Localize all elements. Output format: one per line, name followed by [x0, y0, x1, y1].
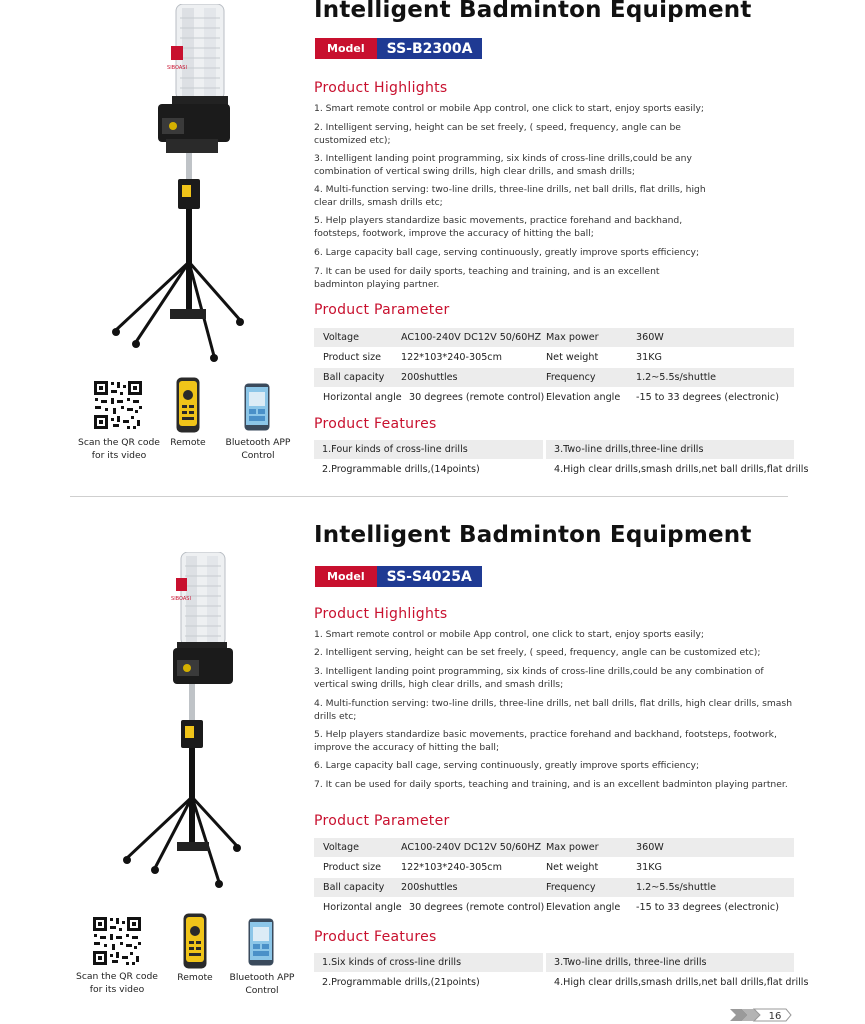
param-value: 122*103*240-305cm — [401, 862, 502, 873]
param-label: Elevation angle — [546, 392, 621, 403]
param-label: Product size — [323, 352, 382, 363]
param-label: Horizontal angle — [323, 902, 402, 913]
feature-item: 4.High clear drills,smash drills,net ball drills,flat drills — [554, 977, 809, 988]
param-label: Voltage — [323, 332, 359, 343]
model-code: SS-S4025A — [377, 566, 482, 587]
parameter-table — [314, 328, 794, 407]
page-number: 16 — [768, 1011, 782, 1022]
app-caption — [218, 436, 298, 462]
table-row — [314, 878, 794, 897]
table-row — [314, 328, 794, 347]
param-value: 360W — [636, 332, 664, 343]
param-value: 360W — [636, 842, 664, 853]
highlights-heading: Product Highlights — [314, 606, 448, 622]
ball-machine-illustration — [115, 552, 245, 888]
highlights-item-7: 7. It can be used for daily sports, teaching and training, and is an excellent badminton playing partner. — [314, 266, 660, 290]
param-label: Horizontal angle — [323, 392, 402, 403]
qr-code-icon[interactable] — [93, 380, 143, 430]
param-label: Max power — [546, 842, 599, 853]
highlights-item-7: 7. It can be used for daily sports, teaching and training, and is an excellent badminton playing partner. — [314, 779, 788, 790]
qr-caption — [74, 436, 164, 462]
param-value: 31KG — [636, 862, 662, 873]
parameter-heading: Product Parameter — [314, 302, 450, 318]
app-caption — [222, 971, 302, 997]
param-value: 30 degrees (remote control) — [409, 392, 545, 403]
model-tag — [315, 38, 482, 59]
param-label: Net weight — [546, 352, 599, 363]
feature-item: 2.Programmable drills,(14points) — [322, 464, 480, 475]
parameter-heading: Product Parameter — [314, 813, 450, 829]
app-caption-line-1: Bluetooth APP — [225, 437, 291, 448]
model-label: Model — [315, 38, 377, 59]
param-label: Frequency — [546, 882, 596, 893]
qr-caption-line-1: Scan the QR code — [78, 437, 160, 448]
highlights-item-1: 1. Smart remote control or mobile App control, one click to start, enjoy sports easily; — [314, 629, 704, 640]
model-code: SS-B2300A — [377, 38, 483, 59]
param-label: Ball capacity — [323, 372, 385, 383]
model-tag — [315, 566, 482, 587]
highlights-item-6: 6. Large capacity ball cage, serving continuously, greatly improve sports efficiency; — [314, 247, 700, 258]
qr-code-icon[interactable] — [92, 916, 142, 966]
app-caption-line-1: Bluetooth APP — [229, 972, 295, 983]
highlights-item-3: 3. Intelligent landing point programming, six kinds of cross-line drills,could be any combination of vertical swing drills, high clear drills, and smash drills; — [314, 666, 764, 690]
param-value: 200shuttles — [401, 372, 458, 383]
param-label: Ball capacity — [323, 882, 385, 893]
product-title: Intelligent Badminton Equipment — [314, 522, 752, 548]
qr-caption-line-1: Scan the QR code — [76, 971, 158, 982]
table-row — [314, 348, 794, 367]
highlights-item-5: 5. Help players standardize basic movements, practice forehand and backhand, footsteps, footwork, improve the accuracy of hitting the ball; — [314, 215, 683, 239]
feature-item: 1.Six kinds of cross-line drills — [314, 953, 543, 972]
feature-item: 3.Two-line drills, three-line drills — [546, 953, 794, 972]
param-value: 31KG — [636, 352, 662, 363]
qr-caption — [72, 970, 162, 996]
param-label: Product size — [323, 862, 382, 873]
qr-caption-line-2: for its video — [89, 984, 145, 995]
param-value: 30 degrees (remote control) — [409, 902, 545, 913]
param-label: Max power — [546, 332, 599, 343]
page-number-badge — [728, 1006, 792, 1024]
qr-caption-line-2: for its video — [91, 450, 147, 461]
remote-caption: Remote — [177, 972, 213, 983]
param-label: Elevation angle — [546, 902, 621, 913]
highlights-heading: Product Highlights — [314, 80, 448, 96]
feature-item: 1.Four kinds of cross-line drills — [314, 440, 543, 459]
param-value: 1.2~5.5s/shuttle — [636, 372, 717, 383]
param-value: -15 to 33 degrees (electronic) — [636, 902, 779, 913]
param-value: 122*103*240-305cm — [401, 352, 502, 363]
param-label: Voltage — [323, 842, 359, 853]
highlights-item-2: 2. Intelligent serving, height can be set freely, ( speed, frequency, angle can be customized etc); — [314, 122, 681, 146]
bluetooth-app-icon — [244, 383, 270, 431]
table-row — [314, 368, 794, 387]
highlights-item-4: 4. Multi-function serving: two-line drills, three-line drills, net ball drills, flat drills, high clear drills, smash drills etc; — [314, 184, 706, 208]
param-label: Frequency — [546, 372, 596, 383]
param-value: 200shuttles — [401, 882, 458, 893]
param-value: -15 to 33 degrees (electronic) — [636, 392, 779, 403]
highlights-item-4: 4. Multi-function serving: two-line drills, three-line drills, net ball drills, flat drills, high clear drills, smash drills etc; — [314, 698, 793, 722]
highlights-item-3: 3. Intelligent landing point programming, six kinds of cross-line drills,could be any combination of vertical swing drills, high clear drills, and smash drills; — [314, 153, 692, 177]
machine-logo-text: SIBOASI — [171, 596, 191, 602]
param-value: AC100-240V DC12V 50/60HZ — [401, 332, 542, 343]
table-row — [314, 858, 794, 877]
param-label: Net weight — [546, 862, 599, 873]
feature-item: 2.Programmable drills,(21points) — [322, 977, 480, 988]
table-row — [314, 838, 794, 857]
app-caption-line-2: Control — [241, 450, 275, 461]
table-row — [314, 898, 794, 917]
feature-item: 3.Two-line drills,three-line drills — [546, 440, 794, 459]
product-title: Intelligent Badminton Equipment — [314, 0, 752, 23]
machine-logo-text: SIBOASI — [167, 65, 187, 71]
param-value: AC100-240V DC12V 50/60HZ — [401, 842, 542, 853]
feature-item: 4.High clear drills,smash drills,net ball drills,flat drills — [554, 464, 809, 475]
highlights-item-5: 5. Help players standardize basic movements, practice forehand and backhand, footsteps, footwork, improve the accuracy of hitting the ball; — [314, 729, 777, 753]
features-heading: Product Features — [314, 929, 437, 945]
section-divider — [70, 496, 788, 497]
app-caption-line-2: Control — [245, 985, 279, 996]
highlights-item-6: 6. Large capacity ball cage, serving continuously, greatly improve sports efficiency; — [314, 760, 700, 771]
highlights-item-1: 1. Smart remote control or mobile App control, one click to start, enjoy sports easily; — [314, 103, 704, 114]
highlights-item-2: 2. Intelligent serving, height can be set freely, ( speed, frequency, angle can be customized etc); — [314, 647, 761, 658]
bluetooth-app-icon — [248, 918, 274, 966]
param-value: 1.2~5.5s/shuttle — [636, 882, 717, 893]
features-heading: Product Features — [314, 416, 437, 432]
model-label: Model — [315, 566, 377, 587]
remote-control-icon — [176, 377, 200, 433]
table-row — [314, 388, 794, 407]
ball-machine-illustration — [100, 4, 250, 362]
parameter-table — [314, 838, 794, 917]
remote-caption: Remote — [170, 437, 206, 448]
remote-control-icon — [183, 913, 207, 969]
